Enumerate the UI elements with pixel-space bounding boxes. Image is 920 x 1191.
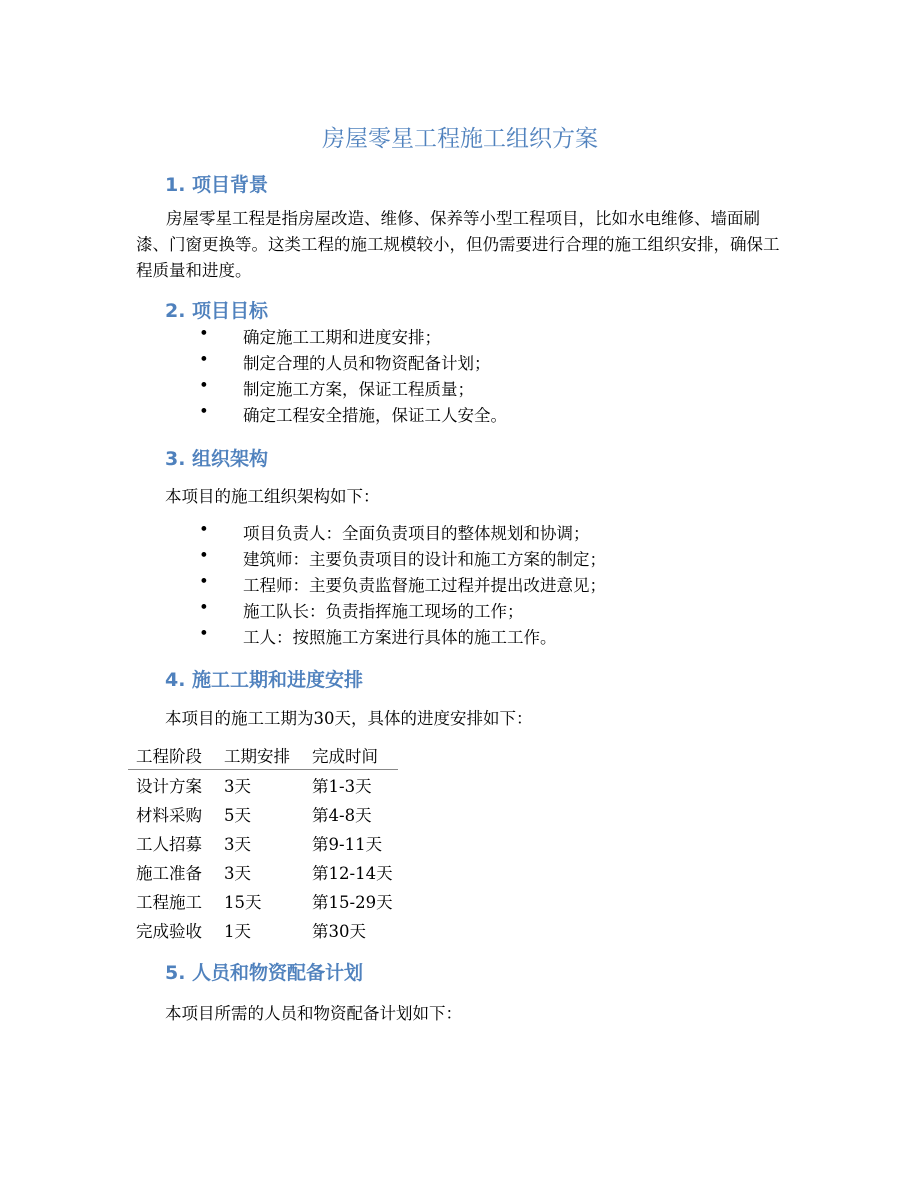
section-4-intro: 本项目的施工工期为30天，具体的进度安排如下： bbox=[165, 709, 533, 728]
bullet-icon: • bbox=[199, 376, 209, 395]
section-5-heading: 5. 人员和物资配备计划 bbox=[165, 962, 364, 984]
section-1-heading: 1. 项目背景 bbox=[165, 174, 269, 196]
table-row bbox=[128, 857, 398, 886]
table-row bbox=[128, 915, 398, 944]
bullet-icon: • bbox=[199, 520, 209, 539]
bullet-icon: • bbox=[199, 324, 209, 343]
table-cell: 施工准备 bbox=[136, 863, 202, 883]
table-row bbox=[128, 770, 398, 800]
bullet-icon: • bbox=[199, 402, 209, 421]
bullet-icon: • bbox=[199, 350, 209, 369]
schedule-table bbox=[128, 741, 398, 944]
table-cell: 3天 bbox=[224, 863, 251, 883]
list-item-text: 施工队长：负责指挥施工现场的工作； bbox=[243, 602, 524, 621]
section-1-paragraph: 房屋零星工程是指房屋改造、维修、保养等小型工程项目，比如水电维修、墙面刷漆、门窗更换等。这类工程的施工规模较小，但仍需要进行合理的施工组织安排，确保工程质量和进度。 bbox=[136, 209, 780, 280]
bullet-icon: • bbox=[199, 572, 209, 591]
table-cell: 5天 bbox=[224, 805, 251, 825]
section-3-intro: 本项目的施工组织架构如下： bbox=[165, 487, 380, 506]
table-cell: 完成验收 bbox=[136, 921, 202, 941]
list-item-text: 工人：按照施工方案进行具体的施工工作。 bbox=[243, 628, 557, 647]
table-cell: 15天 bbox=[224, 892, 262, 912]
list-item-text: 项目负责人：全面负责项目的整体规划和协调； bbox=[243, 524, 590, 543]
table-cell: 第9-11天 bbox=[312, 834, 383, 854]
table-row bbox=[128, 828, 398, 857]
section-5-intro: 本项目所需的人员和物资配备计划如下： bbox=[165, 1004, 462, 1023]
list-item-text: 制定施工方案，保证工程质量； bbox=[243, 380, 474, 399]
list-item-text: 工程师：主要负责监督施工过程并提出改进意见； bbox=[243, 576, 606, 595]
table-cell: 第12-14天 bbox=[312, 863, 393, 883]
table-cell: 3天 bbox=[224, 834, 251, 854]
table-cell: 第15-29天 bbox=[312, 892, 393, 912]
list-item-text: 确定工程安全措施，保证工人安全。 bbox=[243, 406, 507, 425]
table-header-cell: 工期安排 bbox=[216, 741, 304, 770]
table-cell: 3天 bbox=[224, 776, 251, 796]
list-item-text: 建筑师：主要负责项目的设计和施工方案的制定； bbox=[243, 550, 606, 569]
table-cell: 第30天 bbox=[312, 921, 366, 941]
table-cell: 工人招募 bbox=[136, 834, 202, 854]
bullet-icon: • bbox=[199, 546, 209, 565]
document-title: 房屋零星工程施工组织方案 bbox=[322, 126, 598, 152]
table-cell: 工程施工 bbox=[136, 892, 202, 912]
section-4-heading: 4. 施工工期和进度安排 bbox=[165, 669, 364, 691]
table-cell: 第1-3天 bbox=[312, 776, 372, 796]
list-item-text: 制定合理的人员和物资配备计划； bbox=[243, 354, 491, 373]
table-row bbox=[128, 886, 398, 915]
table-header-cell: 完成时间 bbox=[304, 741, 398, 770]
bullet-icon: • bbox=[199, 624, 209, 643]
section-2-heading: 2. 项目目标 bbox=[165, 300, 269, 322]
table-cell: 第4-8天 bbox=[312, 805, 372, 825]
table-header-row bbox=[128, 741, 398, 770]
list-item-text: 确定施工工期和进度安排； bbox=[243, 328, 441, 347]
bullet-icon: • bbox=[199, 598, 209, 617]
table-cell: 设计方案 bbox=[136, 776, 202, 796]
section-3-heading: 3. 组织架构 bbox=[165, 448, 269, 470]
table-cell: 材料采购 bbox=[136, 805, 202, 825]
table-header-cell: 工程阶段 bbox=[128, 741, 216, 770]
table-row bbox=[128, 799, 398, 828]
table-cell: 1天 bbox=[224, 921, 251, 941]
